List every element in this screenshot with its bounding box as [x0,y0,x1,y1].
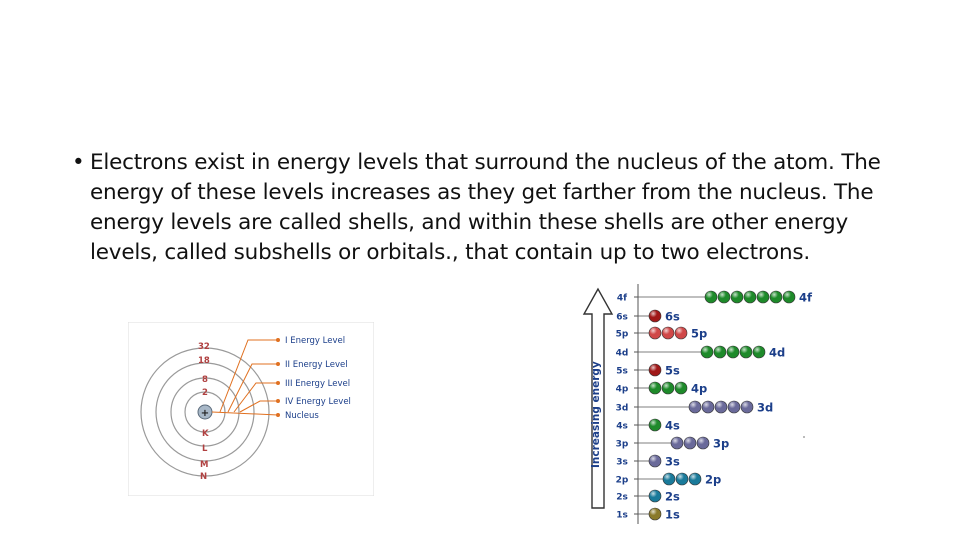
orbital-label: 5p [691,326,708,341]
atom-shell-diagram [128,322,374,496]
axis-label-increasing-energy: Increasing energy [590,361,602,468]
orbital-sphere-highlight [649,490,661,502]
orbital-label: 1s [665,507,680,522]
orbital-sphere-highlight [718,291,730,303]
slide-body-text [72,148,920,268]
level-tick-label: 3d [615,403,629,414]
orbital-sphere-highlight [684,437,696,449]
label-energy-level-3: III Energy Level [285,379,351,389]
nucleus-symbol: + [200,408,210,419]
orbital-label: 6s [665,309,680,324]
orbital-sphere-highlight [715,401,727,413]
orbital-sphere-highlight [740,346,752,358]
orbital-label: 4f [799,290,813,305]
orbital-sphere-highlight [675,382,687,394]
pointer-dot [276,362,280,366]
shell-letter-k: K [202,429,209,439]
orbital-sphere-highlight [649,310,661,322]
orbital-label: 3p [713,436,730,451]
level-tick-label: 5p [615,329,629,340]
orbital-sphere-highlight [663,473,675,485]
orbital-label: 3s [665,454,680,469]
shell-capacity-8: 8 [202,375,208,385]
orbital-sphere-highlight [770,291,782,303]
orbital-label: 4d [769,345,786,360]
level-tick-label: 4p [615,384,629,395]
level-tick-label: 2p [615,475,629,486]
orbital-sphere-highlight [689,401,701,413]
pointer-dot [276,413,280,417]
diagram-frame [128,322,374,496]
level-tick-label: 4s [616,421,628,432]
label-nucleus: Nucleus [285,411,319,421]
orbital-rows [616,291,813,522]
orbital-label: 2s [665,489,680,504]
label-energy-level-4: IV Energy Level [285,397,351,407]
orbital-sphere-highlight [744,291,756,303]
label-energy-level-2: II Energy Level [285,360,348,370]
shell-letter-l: L [202,444,208,454]
orbital-sphere-highlight [714,346,726,358]
orbital-sphere-highlight [662,327,674,339]
orbital-sphere-highlight [753,346,765,358]
label-energy-level-1: I Energy Level [285,336,346,346]
orbital-sphere-highlight [697,437,709,449]
pointer-dot [276,399,280,403]
orbital-sphere-highlight [649,327,661,339]
orbital-sphere-highlight [649,364,661,376]
level-tick-label: 4f [616,293,628,304]
orbital-sphere-highlight [741,401,753,413]
shell-letter-n: N [200,472,208,482]
orbital-sphere-highlight [757,291,769,303]
pointer-dot [276,381,280,385]
orbital-label: 3d [757,400,774,415]
shell-capacity-18: 18 [198,356,210,366]
orbital-sphere-highlight [671,437,683,449]
paragraph-text: Electrons exist in energy levels that surround the nucleus of the atom. The energy of these levels increases as they get farther from the nucleus. The energy levels are called shells, and within these shells are other energy levels, called subshells or orbitals., that contain up to two electrons. [90,150,881,265]
orbital-sphere-highlight [783,291,795,303]
shell-letter-m: M [200,460,209,470]
orbital-sphere-highlight [649,455,661,467]
shell-capacity-32: 32 [198,342,210,352]
orbital-sphere-highlight [731,291,743,303]
orbital-sphere-highlight [705,291,717,303]
level-tick-label: 3p [615,439,629,450]
orbital-label: 5s [665,363,680,378]
level-tick-label: 2s [616,492,628,503]
orbital-sphere-highlight [689,473,701,485]
orbital-sphere-highlight [727,346,739,358]
level-tick-label: 5s [616,366,628,377]
orbital-sphere-highlight [702,401,714,413]
orbital-sphere-highlight [675,327,687,339]
pointer-dot [276,338,280,342]
level-tick-label: 4d [615,348,629,359]
orbital-label: 4p [691,381,708,396]
orbital-sphere-highlight [676,473,688,485]
orbital-energy-diagram [580,284,830,528]
stray-mark [803,436,805,438]
orbital-sphere-highlight [701,346,713,358]
orbital-sphere-highlight [649,508,661,520]
orbital-label: 2p [705,472,722,487]
level-tick-label: 3s [616,457,628,468]
orbital-sphere-highlight [728,401,740,413]
orbital-sphere-highlight [662,382,674,394]
shell-capacity-2: 2 [202,388,208,398]
orbital-label: 4s [665,418,680,433]
level-tick-label: 1s [616,510,628,521]
level-tick-label: 6s [616,312,628,323]
orbital-sphere-highlight [649,419,661,431]
orbital-sphere-highlight [649,382,661,394]
bullet-marker: • [72,150,85,175]
